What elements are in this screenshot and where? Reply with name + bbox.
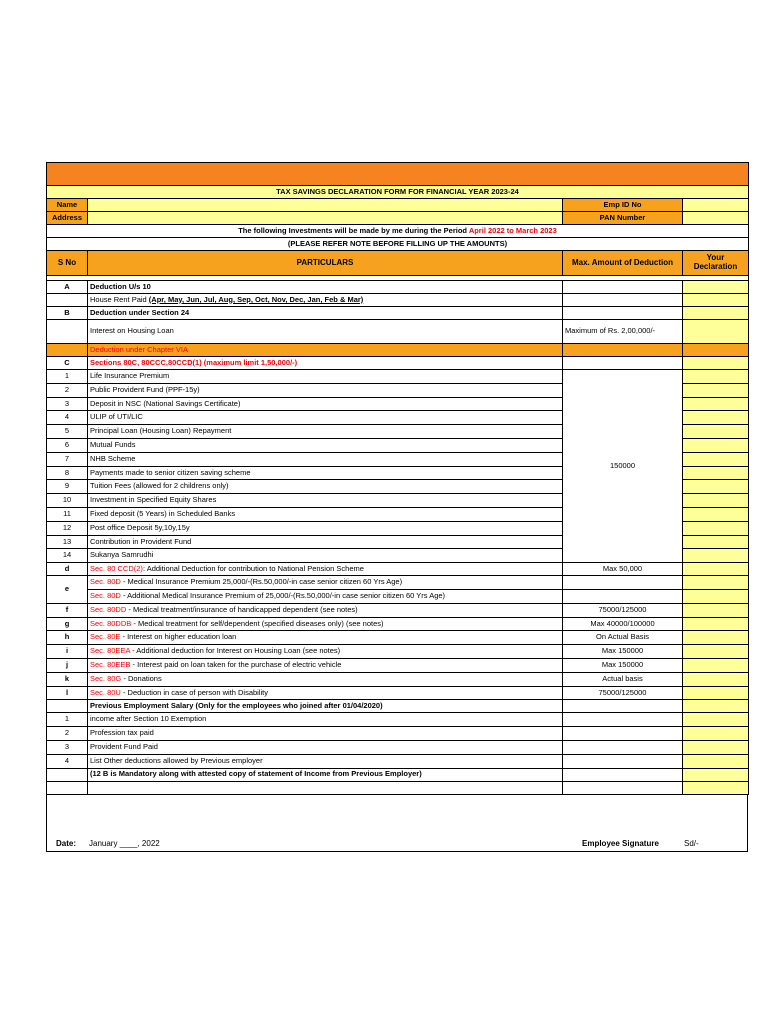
address-field[interactable] xyxy=(88,212,563,225)
sec-d-declaration[interactable] xyxy=(683,563,749,576)
hra-label: House Rent Paid xyxy=(90,294,149,304)
prev-emp-sno xyxy=(47,700,88,713)
sec-d-text: : Additional Deduction for contribution to National Pension Scheme xyxy=(142,563,364,573)
prev-emp-max xyxy=(563,727,683,741)
sec-c-item-text: Deposit in NSC (National Savings Certificate) xyxy=(88,397,563,411)
sec-c-item-declaration[interactable] xyxy=(683,480,749,494)
emp-id-label: Emp ID No xyxy=(563,199,683,212)
name-label: Name xyxy=(47,199,88,212)
emp-id-field[interactable] xyxy=(683,199,749,212)
prev-emp-sno: 4 xyxy=(47,754,88,768)
section-max: 75000/125000 xyxy=(563,603,683,617)
prev-emp-declaration[interactable] xyxy=(683,740,749,754)
sec-c-sno: C xyxy=(47,357,88,370)
sec-c-item-declaration[interactable] xyxy=(683,507,749,521)
section-declaration[interactable] xyxy=(683,645,749,659)
sec-c-item-sno: 14 xyxy=(47,549,88,563)
hra-max xyxy=(563,294,683,307)
sec-b-title: Deduction under Section 24 xyxy=(88,307,563,320)
prev-emp-sno: 2 xyxy=(47,727,88,741)
section-particulars xyxy=(88,617,563,631)
prev-emp-text: income after Section 10 Exemption xyxy=(88,713,563,727)
prev-emp-text: Provident Fund Paid xyxy=(88,740,563,754)
section-row xyxy=(47,658,749,672)
sec-c-item-declaration[interactable] xyxy=(683,466,749,480)
name-field[interactable] xyxy=(88,199,563,212)
sec-b-max xyxy=(563,307,683,320)
sec-c-item-declaration[interactable] xyxy=(683,535,749,549)
section-sno: k xyxy=(47,672,88,686)
sec-e-line2-text: - Additional Medical Insurance Premium of 25,000/-(Rs.50,000/-in case senior citizen 60 Yrs Age) xyxy=(120,591,446,601)
prev-emp-sno: 1 xyxy=(47,713,88,727)
section-sno: j xyxy=(47,658,88,672)
section-text: - Deduction in case of person with Disability xyxy=(120,687,269,697)
section-row xyxy=(47,645,749,659)
period-statement xyxy=(47,225,749,238)
section-code: Sec. 80DDB xyxy=(90,618,132,628)
section-sno: h xyxy=(47,631,88,645)
hra-months: (Apr, May, Jun, Jul, Aug, Sep, Oct, Nov, Dec, Jan, Feb & Mar) xyxy=(148,294,364,304)
sec-c-item-sno: 5 xyxy=(47,425,88,439)
address-label: Address xyxy=(47,212,88,225)
section-row xyxy=(47,603,749,617)
form-title: TAX SAVINGS DECLARATION FORM FOR FINANCIAL YEAR 2023-24 xyxy=(47,186,749,199)
sec-c-item-sno: 10 xyxy=(47,494,88,508)
sec-e-line1 xyxy=(88,576,563,590)
sec-c-title: Sections 80C, 80CCC,80CCD(1) (maximum limit 1,50,000/-) xyxy=(88,357,563,370)
sec-c-item-text: Post office Deposit 5y,10y,15y xyxy=(88,521,563,535)
section-declaration[interactable] xyxy=(683,658,749,672)
section-sno: g xyxy=(47,617,88,631)
sec-c-item-sno: 11 xyxy=(47,507,88,521)
section-sno: f xyxy=(47,603,88,617)
section-particulars xyxy=(88,645,563,659)
sec-c-item-sno: 8 xyxy=(47,466,88,480)
section-text: - Medical treatment for self/dependent (specified diseases only) (see notes) xyxy=(131,618,384,628)
sec-e-sno: e xyxy=(47,576,88,604)
sec-c-item-sno: 13 xyxy=(47,535,88,549)
pan-label: PAN Number xyxy=(563,212,683,225)
refer-note: (PLEASE REFER NOTE BEFORE FILLING UP THE AMOUNTS) xyxy=(47,238,749,251)
sec-c-declaration[interactable] xyxy=(683,357,749,370)
blank-row-max xyxy=(563,781,683,794)
section-declaration[interactable] xyxy=(683,672,749,686)
sec-b-sno: B xyxy=(47,307,88,320)
blank-row-sno xyxy=(47,781,88,794)
section-sno: l xyxy=(47,686,88,700)
housing-loan-sno xyxy=(47,320,88,344)
col-declaration-header: Your Declaration xyxy=(683,251,749,276)
signature-value[interactable]: Sd/- xyxy=(684,838,699,848)
section-declaration[interactable] xyxy=(683,617,749,631)
sec-c-item-text: Mutual Funds xyxy=(88,438,563,452)
mandatory-note-declaration[interactable] xyxy=(683,768,749,781)
sec-c-item-declaration[interactable] xyxy=(683,494,749,508)
mandatory-note-sno xyxy=(47,768,88,781)
sec-a-declaration[interactable] xyxy=(683,281,749,294)
sec-c-item-sno: 12 xyxy=(47,521,88,535)
sec-c-item-sno: 6 xyxy=(47,438,88,452)
chapter-via-max xyxy=(563,344,683,357)
prev-emp-declaration[interactable] xyxy=(683,727,749,741)
sec-c-item-text: Tuition Fees (allowed for 2 childrens only) xyxy=(88,480,563,494)
section-code: Sec. 80G xyxy=(90,673,122,683)
signature-label: Employee Signature xyxy=(582,838,659,848)
section-text: - Donations xyxy=(121,673,162,683)
sec-c-item-text: Payments made to senior citizen saving scheme xyxy=(88,466,563,480)
sec-c-item-text: NHB Scheme xyxy=(88,452,563,466)
section-declaration[interactable] xyxy=(683,686,749,700)
prev-emp-max xyxy=(563,740,683,754)
sec-c-item-row xyxy=(47,370,749,384)
prev-emp-items xyxy=(47,713,749,768)
section-text: - Medical treatment/insurance of handicapped dependent (see notes) xyxy=(126,604,358,614)
sec-c-item-text: Public Provident Fund (PPF-15y) xyxy=(88,383,563,397)
sec-c-item-text: Investment in Specified Equity Shares xyxy=(88,494,563,508)
sec-e-line1-max xyxy=(563,576,683,590)
blank-row-declaration[interactable] xyxy=(683,781,749,794)
section-code: Sec. 80DD xyxy=(90,604,127,614)
sec-b-declaration[interactable] xyxy=(683,307,749,320)
hra-sno xyxy=(47,294,88,307)
tax-declaration-form xyxy=(46,162,748,852)
form-footer xyxy=(46,795,748,852)
sec-a-max xyxy=(563,281,683,294)
sec-c-item-text: Principal Loan (Housing Loan) Repayment xyxy=(88,425,563,439)
prev-emp-text: Profession tax paid xyxy=(88,727,563,741)
housing-loan-declaration[interactable] xyxy=(683,320,749,344)
prev-emp-row xyxy=(47,754,749,768)
period-text: The following Investments will be made by me during the Period xyxy=(238,225,469,235)
chapter-via-sno xyxy=(47,344,88,357)
col-particulars-header: PARTICULARS xyxy=(88,251,563,276)
date-label: Date: xyxy=(56,838,77,848)
sec-c-item-text: Contribution in Provident Fund xyxy=(88,535,563,549)
sec-c-item-declaration[interactable] xyxy=(683,411,749,425)
prev-emp-row xyxy=(47,713,749,727)
sec-d-row xyxy=(88,563,563,576)
sec-c-item-declaration[interactable] xyxy=(683,438,749,452)
hra-row xyxy=(88,294,563,307)
section-code: Sec. 80U xyxy=(90,687,121,697)
mandatory-note: (12 B is Mandatory along with attested copy of statement of Income from Previous Employer) xyxy=(88,768,563,781)
section-row xyxy=(47,686,749,700)
section-text: - Interest paid on loan taken for the purchase of electric vehicle xyxy=(130,660,342,670)
pan-field[interactable] xyxy=(683,212,749,225)
section-max: Max 150000 xyxy=(563,658,683,672)
prev-emp-sno: 3 xyxy=(47,740,88,754)
prev-emp-declaration[interactable] xyxy=(683,700,749,713)
chapter-via-declaration xyxy=(683,344,749,357)
sec-c-item-declaration[interactable] xyxy=(683,549,749,563)
sec-a-title: Deduction U/s 10 xyxy=(88,281,563,294)
prev-emp-max xyxy=(563,713,683,727)
sec-c-item-declaration[interactable] xyxy=(683,521,749,535)
sec-c-item-sno: 1 xyxy=(47,370,88,384)
section-row xyxy=(47,631,749,645)
section-particulars xyxy=(88,686,563,700)
section-max: Max 40000/100000 xyxy=(563,617,683,631)
section-row xyxy=(47,672,749,686)
sec-c-item-sno: 7 xyxy=(47,452,88,466)
section-particulars xyxy=(88,631,563,645)
sec-e-line2-declaration[interactable] xyxy=(683,589,749,603)
prev-emp-row xyxy=(47,727,749,741)
header-band xyxy=(47,163,749,186)
sec-e-line1-text: - Medical Insurance Premium 25,000/-(Rs.50,000/-in case senior citizen 60 Yrs Age) xyxy=(120,577,403,587)
sec-e-line2 xyxy=(88,589,563,603)
section-text: - Interest on higher education loan xyxy=(120,632,237,642)
hra-declaration[interactable] xyxy=(683,294,749,307)
col-max-header: Max. Amount of Deduction xyxy=(563,251,683,276)
sec-c-item-sno: 9 xyxy=(47,480,88,494)
section-code: Sec. 80EEB xyxy=(90,660,131,670)
sec-c-item-declaration[interactable] xyxy=(683,452,749,466)
sec-e-line2-code: Sec. 80D xyxy=(90,591,121,601)
housing-loan-max: Maximum of Rs. 2,00,000/- xyxy=(563,320,683,344)
sec-c-item-declaration[interactable] xyxy=(683,397,749,411)
section-row xyxy=(47,617,749,631)
section-text: - Additional deduction for Interest on Housing Loan (see notes) xyxy=(130,646,341,656)
mandatory-note-max xyxy=(563,768,683,781)
section-declaration[interactable] xyxy=(683,631,749,645)
sec-c-item-sno: 4 xyxy=(47,411,88,425)
prev-emp-max xyxy=(563,700,683,713)
sec-c-max: 150000 xyxy=(563,370,683,563)
section-code: Sec. 80E xyxy=(90,632,121,642)
sec-c-items xyxy=(47,370,749,563)
sec-e-line1-declaration[interactable] xyxy=(683,576,749,590)
sec-c-item-text: Fixed deposit (5 Years) in Scheduled Banks xyxy=(88,507,563,521)
section-particulars xyxy=(88,672,563,686)
sec-c-item-sno: 3 xyxy=(47,397,88,411)
sec-e-line1-code: Sec. 80D xyxy=(90,577,121,587)
blank-row-particulars xyxy=(88,781,563,794)
prev-emp-max xyxy=(563,754,683,768)
section-code: Sec. 80EEA xyxy=(90,646,131,656)
section-max: On Actual Basis xyxy=(563,631,683,645)
sec-a-sno: A xyxy=(47,281,88,294)
chapter-via-title: Deduction under Chapter VIA xyxy=(88,344,563,357)
sec-e-line2-max xyxy=(563,589,683,603)
section-particulars xyxy=(88,658,563,672)
sec-c-max-blank xyxy=(563,357,683,370)
prev-emp-text: List Other deductions allowed by Previous employer xyxy=(88,754,563,768)
prev-emp-declaration[interactable] xyxy=(683,713,749,727)
sec-c-item-declaration[interactable] xyxy=(683,370,749,384)
date-value[interactable]: January ____, 2022 xyxy=(89,838,160,848)
sec-c-item-text: Life Insurance Premium xyxy=(88,370,563,384)
section-declaration[interactable] xyxy=(683,603,749,617)
sec-c-item-declaration[interactable] xyxy=(683,383,749,397)
sec-c-item-declaration[interactable] xyxy=(683,425,749,439)
prev-emp-declaration[interactable] xyxy=(683,754,749,768)
section-max: Max 150000 xyxy=(563,645,683,659)
sec-d-sno: d xyxy=(47,563,88,576)
col-sno-header: S No xyxy=(47,251,88,276)
sec-d-code: Sec. 80 CCD(2) xyxy=(90,563,143,573)
other-sections xyxy=(47,603,749,700)
prev-emp-title: Previous Employment Salary (Only for the employees who joined after 01/04/2020) xyxy=(88,700,563,713)
prev-emp-row xyxy=(47,740,749,754)
housing-loan-label: Interest on Housing Loan xyxy=(88,320,563,344)
section-sno: i xyxy=(47,645,88,659)
section-particulars xyxy=(88,603,563,617)
sec-c-item-text: Sukanya Samrudhi xyxy=(88,549,563,563)
sec-c-item-sno: 2 xyxy=(47,383,88,397)
section-max: Actual basis xyxy=(563,672,683,686)
declaration-table xyxy=(46,162,749,795)
sec-d-max: Max 50,000 xyxy=(563,563,683,576)
period-range: April 2022 to March 2023 xyxy=(468,225,557,235)
sec-c-item-text: ULIP of UTI/LIC xyxy=(88,411,563,425)
section-max: 75000/125000 xyxy=(563,686,683,700)
